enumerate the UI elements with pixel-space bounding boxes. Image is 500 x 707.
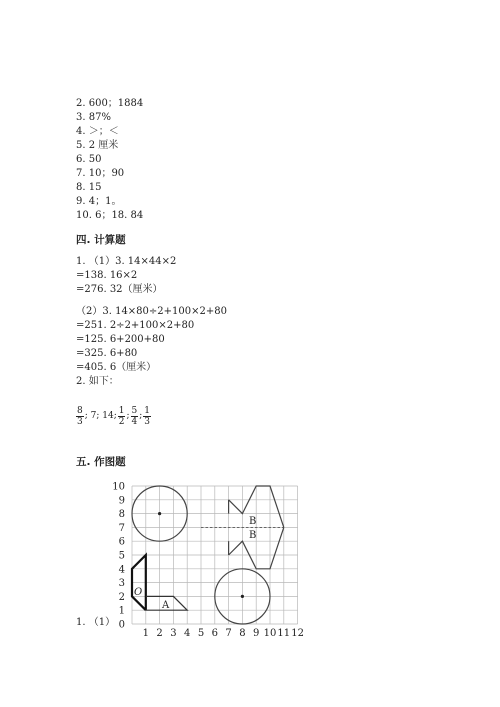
calc-line: =405. 6（厘米） <box>76 362 157 373</box>
shape-label: A <box>162 600 170 611</box>
answer-item: 5. 2 厘米 <box>76 140 119 151</box>
y-tick-label: 0 <box>118 619 125 631</box>
section-heading: 四. 计算题 <box>76 234 126 246</box>
answer-item: 9. 4；1。 <box>76 196 122 207</box>
fraction-answer-row <box>76 404 151 428</box>
y-tick-label: 6 <box>118 536 125 548</box>
y-tick-label: 10 <box>112 481 125 493</box>
calc-line: =276. 32（厘米） <box>76 284 163 295</box>
y-tick-label: 8 <box>118 509 125 521</box>
numerator: 1 <box>118 405 125 416</box>
denominator: 3 <box>144 416 151 427</box>
x-tick-label: 7 <box>225 628 232 638</box>
calc-line: 1. （1）3. 14×44×2 <box>76 256 177 267</box>
denominator: 2 <box>118 416 125 427</box>
x-tick-label: 2 <box>156 628 163 638</box>
grid-figure <box>112 478 307 638</box>
answer-item: 3. 87% <box>76 112 111 123</box>
calc-line: =125. 6+200+80 <box>76 334 165 345</box>
point-label: O <box>134 587 143 598</box>
fraction <box>76 406 84 427</box>
separator-text: ; 7; 14; <box>84 411 117 421</box>
x-axis-labels <box>143 628 304 638</box>
y-tick-label: 1 <box>118 605 125 617</box>
x-tick-label: 3 <box>170 628 177 638</box>
x-tick-label: 9 <box>253 628 260 638</box>
shape-label: B <box>249 516 257 527</box>
circle-center-dot <box>158 512 161 515</box>
shape-label: B <box>249 530 257 541</box>
answer-item: 8. 15 <box>76 182 102 193</box>
separator-text: ; <box>126 411 130 421</box>
x-tick-label: 6 <box>211 628 218 638</box>
calc-line: （2）3. 14×80÷2+100×2+80 <box>76 306 227 317</box>
y-tick-label: 4 <box>118 564 125 576</box>
separator-text: ; <box>139 411 143 421</box>
answer-item: 10. 6；18. 84 <box>76 210 144 221</box>
fraction <box>118 406 126 427</box>
calc-line: =251. 2÷2+100×2+80 <box>76 320 195 331</box>
fraction <box>143 406 151 427</box>
section-heading: 五. 作图题 <box>76 456 126 468</box>
circle-center-dot <box>241 595 244 598</box>
numerator: 1 <box>144 405 151 416</box>
grid-lines <box>132 486 298 624</box>
x-tick-label: 12 <box>291 628 304 638</box>
numerator: 8 <box>77 405 83 416</box>
calc-line: =325. 6+80 <box>76 348 138 359</box>
y-axis-labels <box>112 482 125 631</box>
y-tick-label: 7 <box>118 522 125 534</box>
x-tick-label: 11 <box>277 628 291 638</box>
calc-line: 2. 如下： <box>76 376 119 387</box>
y-tick-label: 9 <box>118 495 125 507</box>
y-tick-label: 3 <box>118 578 125 590</box>
answer-item: 4. ＞；＜ <box>76 126 119 137</box>
denominator: 3 <box>77 416 83 427</box>
answer-item: 2. 600；1884 <box>76 98 144 109</box>
fraction <box>131 406 139 427</box>
y-tick-label: 2 <box>118 591 125 603</box>
x-tick-label: 8 <box>239 628 246 638</box>
numerator: 5 <box>131 405 138 416</box>
x-tick-label: 10 <box>263 628 277 638</box>
x-tick-label: 4 <box>184 628 191 638</box>
figure-label: 1. （1） <box>76 617 116 628</box>
answer-item: 6. 50 <box>76 154 102 165</box>
denominator: 4 <box>131 416 138 427</box>
calc-line: =138. 16×2 <box>76 270 138 281</box>
answer-item: 7. 10；90 <box>76 168 125 179</box>
y-tick-label: 5 <box>118 550 125 562</box>
x-tick-label: 5 <box>197 628 205 638</box>
x-tick-label: 1 <box>142 628 149 638</box>
